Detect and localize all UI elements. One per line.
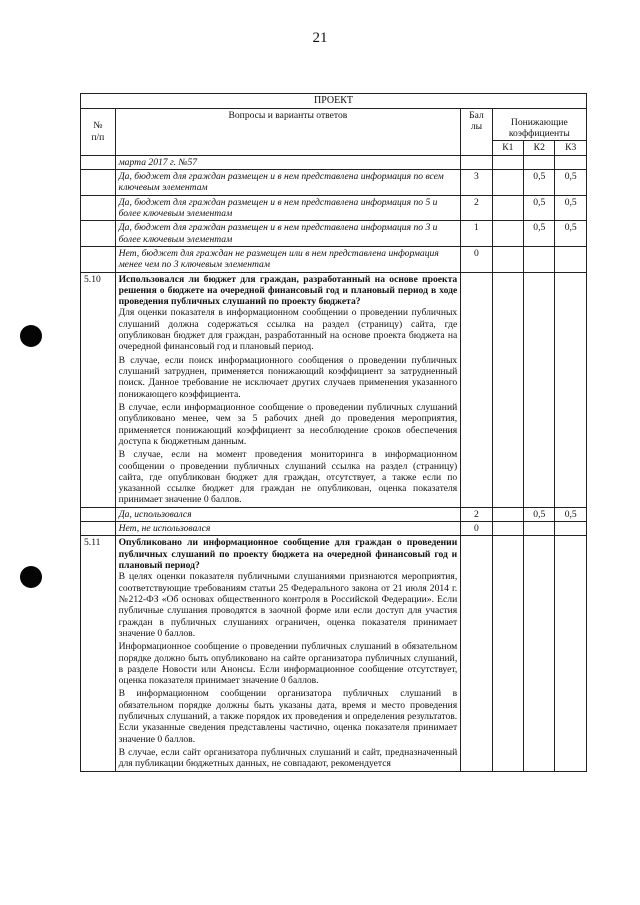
table-row [81,195,587,221]
table-row [81,170,587,196]
header-k2: К2 [524,141,555,155]
k1-cell [492,221,523,247]
answer-text: Да, бюджет для граждан размещен и в нем представлена информация по всем ключевым элементам [115,170,461,196]
k3-cell [555,522,587,536]
table-title: ПРОЕКТ [81,94,587,109]
header-number-label: № п/п [91,120,105,143]
points-cell: 1 [461,221,492,247]
k3-cell: 0,5 [555,195,587,221]
k2-cell: 0,5 [524,507,555,521]
table-row [81,246,587,272]
answer-text: марта 2017 г. №57 [115,155,461,169]
paragraph: В случае, если поиск информационного сообщения о проведении публичных слушаний затруднен, применяется понижающий коэффициент за затрудненный поиск. Данное требование не исключает других случаев применения указанного понижающего коэффициента. [118,354,458,400]
points-cell: 0 [461,246,492,272]
table-row [81,522,587,536]
question-cell [115,272,461,507]
answer-text: Да, бюджет для граждан размещен и в нем представлена информация по 5 и более ключевым элементам [115,195,461,221]
k3-cell [555,155,587,169]
question-text: Опубликовано ли информационное сообщение для граждан о проведении публичных слушаний по проекту бюджета на очередной финансовый год и плановый период? [118,537,458,572]
answer-text: Нет, бюджет для граждан не размещен или в нем представлена информация менее чем по 3 ключевым элементам [115,246,461,272]
points-cell [461,155,492,169]
k3-cell: 0,5 [555,221,587,247]
paragraph: Для оценки показателя в информационном сообщении о проведении публичных слушаний должна содержаться ссылка на раздел (страницу) сайта, где опубликован бюджет для граждан, разработанный на основе проекта бюджета на очередной финансовый год и плановый период. [118,307,458,353]
header-points [461,108,492,155]
points-cell: 3 [461,170,492,196]
paragraph: В информационном сообщении организатора публичных слушаний в обязательном порядке должны быть указаны дата, время и место проведения публичных слушаний, а также порядок их проведения и определения результатов. Если указанные сведения представлены частично, оценка показателя принимает значение 0 баллов. [118,688,458,745]
k1-cell [492,522,523,536]
paragraph: В случае, если сайт организатора публичных слушаний и сайт, предназначенный для публикации бюджетных данных, не совпадают, рекомендуется [118,747,458,770]
answer-text: Нет, не использовался [115,522,461,536]
k3-cell: 0,5 [555,170,587,196]
paragraph: В случае, если на момент проведения мониторинга в информационном сообщении о проведении публичных слушаний ссылка на раздел (страницу) сайта, где опубликован бюджет для граждан, отсутствует, а также если по указанной ссылке бюджет для граждан не опубликован, оценка показателя принимает значение 0 баллов. [118,449,458,506]
k3-cell: 0,5 [555,507,587,521]
question-cell [115,536,461,771]
header-question: Вопросы и варианты ответов [115,108,461,155]
answer-text: Да, бюджет для граждан размещен и в нем представлена информация по 3 и более ключевым элементам [115,221,461,247]
k2-cell [524,155,555,169]
k1-cell [492,195,523,221]
k3-cell [555,246,587,272]
table-row [81,507,587,521]
table-row [81,221,587,247]
header-k3: К3 [555,141,587,155]
punch-hole-bottom [20,566,42,588]
k2-cell [524,246,555,272]
k2-cell [524,522,555,536]
points-cell: 2 [461,195,492,221]
paragraph: Информационное сообщение о проведении публичных слушаний в обязательном порядке должно быть опубликовано на сайте организатора публичных слушаний, в разделе Новости или Анонсы. Если информационное сообщение отсутствует, оценка показателя принимает значение 0 баллов. [118,641,458,687]
k2-cell: 0,5 [524,195,555,221]
punch-hole-top [20,325,42,347]
question-row-5-11 [81,536,587,771]
paragraph: В целях оценки показателя публичными слушаниями признаются мероприятия, соответствующие требованиям статьи 25 Федерального закона от 21 июля 2014 г. №212-ФЗ «Об основах общественного контроля в Российской Федерации». Если публичные слушания проводятся в заочной форме или если доступ для участия граждан в публичных слушаниях ограничен, оценка показателя принимает значение 0 баллов. [118,571,458,639]
k1-cell [492,155,523,169]
question-number: 5.10 [81,272,116,507]
header-number [81,108,116,155]
question-number: 5.11 [81,536,116,771]
table-row [81,155,587,169]
header-points-label: Бал лы [469,109,484,133]
k2-cell: 0,5 [524,170,555,196]
header-k1: К1 [492,141,523,155]
k2-cell: 0,5 [524,221,555,247]
k1-cell [492,246,523,272]
answer-text: Да, использовался [115,507,461,521]
paragraph: В случае, если информационное сообщение о проведении публичных слушаний опубликовано менее, чем за 5 рабочих дней до проведения мероприятия, применяется понижающий коэффициент за несоблюдение сроков обеспечения доступа к бюджетным данным. [118,401,458,447]
page-number: 21 [312,30,328,46]
header-reducing-coefficients: Понижающие коэффициенты [492,108,586,141]
points-cell: 0 [461,522,492,536]
question-row-5-10 [81,272,587,507]
points-cell: 2 [461,507,492,521]
k1-cell [492,170,523,196]
question-text: Использовался ли бюджет для граждан, разработанный на основе проекта решения о бюджете на очередной финансовый год и плановый период в ходе проведения публичных слушаний по проекту бюджета? [118,273,458,308]
assessment-table [80,93,587,772]
k1-cell [492,507,523,521]
